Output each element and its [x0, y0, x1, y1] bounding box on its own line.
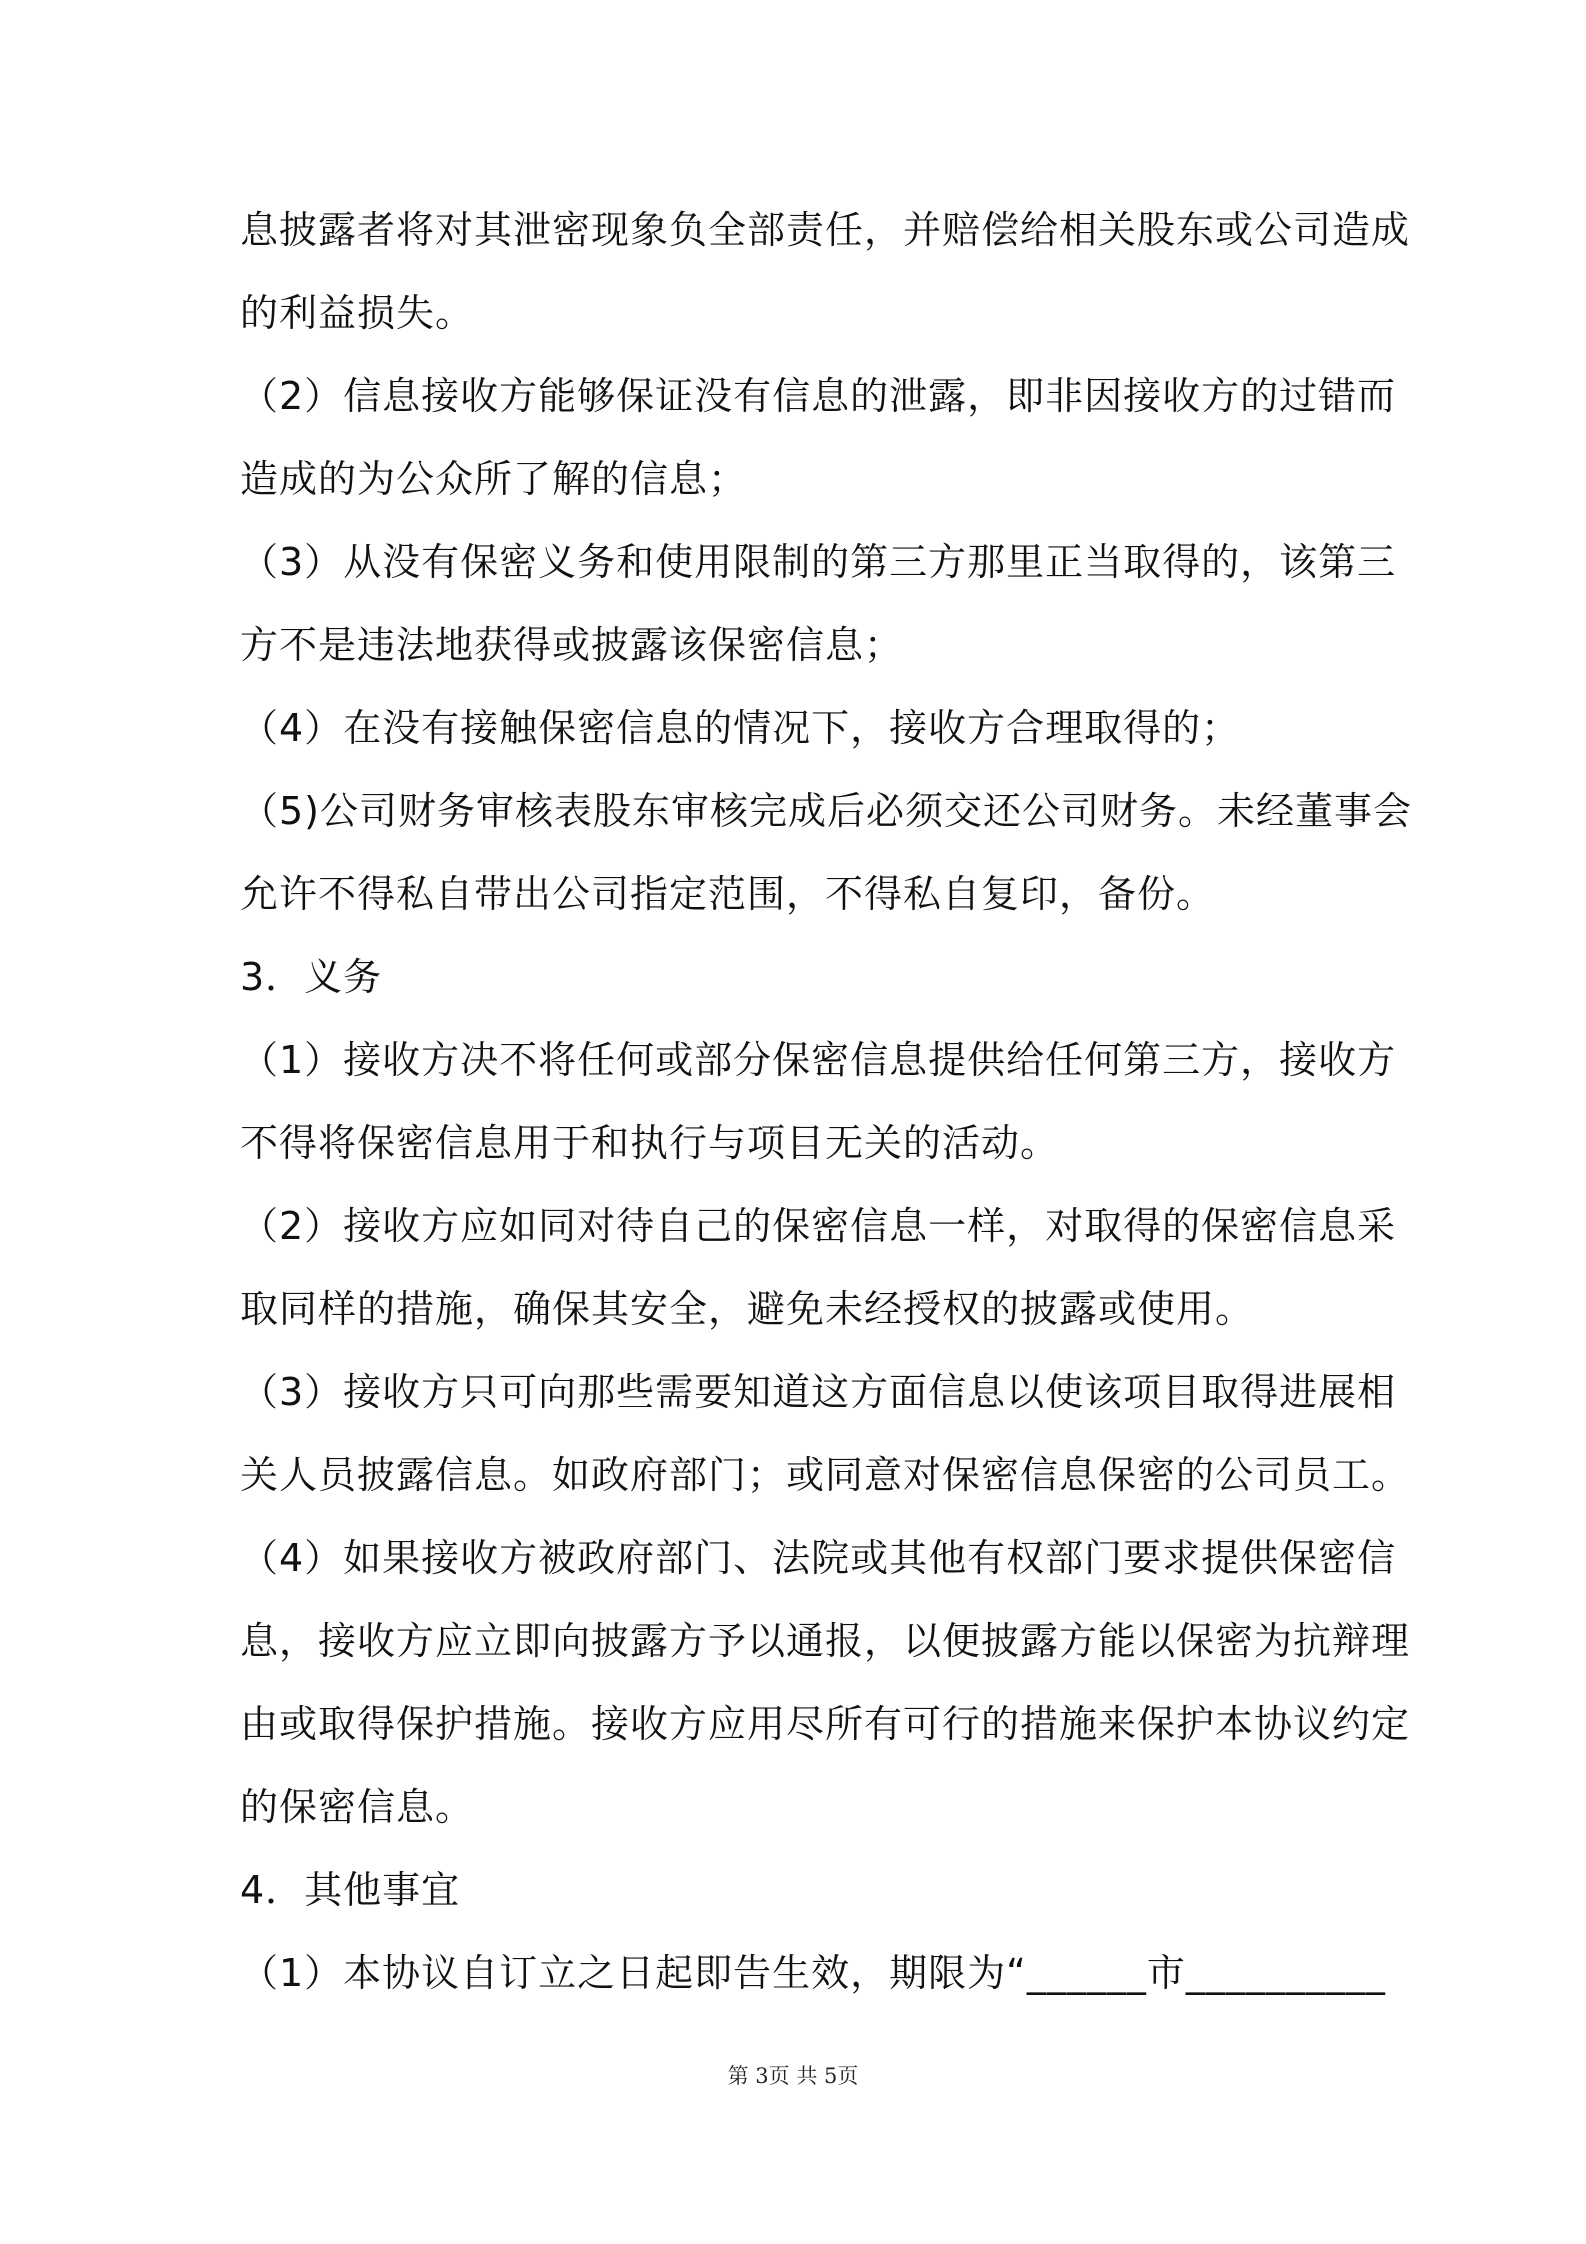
text-line: （3）接收方只可向那些需要知道这方面信息以使该项目取得进展相 — [240, 1370, 1397, 1414]
text-line: 允许不得私自带出公司指定范围，不得私自复印，备份。 — [240, 872, 1216, 916]
text-line: 的保密信息。 — [240, 1785, 475, 1829]
text-line: （5)公司财务审核表股东审核完成后必须交还公司财务。未经董事会 — [240, 789, 1413, 833]
text-line: （1）接收方决不将任何或部分保密信息提供给任何第三方，接收方 — [240, 1038, 1397, 1082]
text-line: （2）信息接收方能够保证没有信息的泄露，即非因接收方的过错而 — [240, 374, 1397, 418]
text-line: 方不是违法地获得或披露该保密信息； — [240, 623, 904, 667]
text-line: （4）如果接收方被政府部门、法院或其他有权部门要求提供保密信 — [240, 1536, 1397, 1580]
page-footer: 第 3页 共 5页 — [727, 2064, 859, 2088]
text-line: 息，接收方应立即向披露方予以通报，以便披露方能以保密为抗辩理 — [240, 1619, 1411, 1663]
text-line: 的利益损失。 — [240, 291, 475, 335]
text-line: 由或取得保护措施。接收方应用尽所有可行的措施来保护本协议约定 — [240, 1702, 1411, 1746]
text-line: 息披露者将对其泄密现象负全部责任，并赔偿给相关股东或公司造成 — [240, 208, 1411, 252]
text-line: 关人员披露信息。如政府部门；或同意对保密信息保密的公司员工。 — [240, 1453, 1411, 1497]
text-line: （3）从没有保密义务和使用限制的第三方那里正当取得的，该第三 — [240, 540, 1397, 584]
text-line: 造成的为公众所了解的信息； — [240, 457, 748, 501]
text-line: 取同样的措施，确保其安全，避免未经授权的披露或使用。 — [240, 1287, 1255, 1331]
section-heading: 4．其他事宜 — [240, 1868, 461, 1912]
text-line: （4）在没有接触保密信息的情况下，接收方合理取得的； — [240, 706, 1241, 750]
section-heading: 3．义务 — [240, 955, 383, 999]
text-line: （2）接收方应如同对待自己的保密信息一样，对取得的保密信息采 — [240, 1204, 1397, 1248]
text-line: 不得将保密信息用于和执行与项目无关的活动。 — [240, 1121, 1060, 1165]
text-line: （1）本协议自订立之日起即告生效，期限为“______市__________ — [240, 1951, 1386, 1995]
